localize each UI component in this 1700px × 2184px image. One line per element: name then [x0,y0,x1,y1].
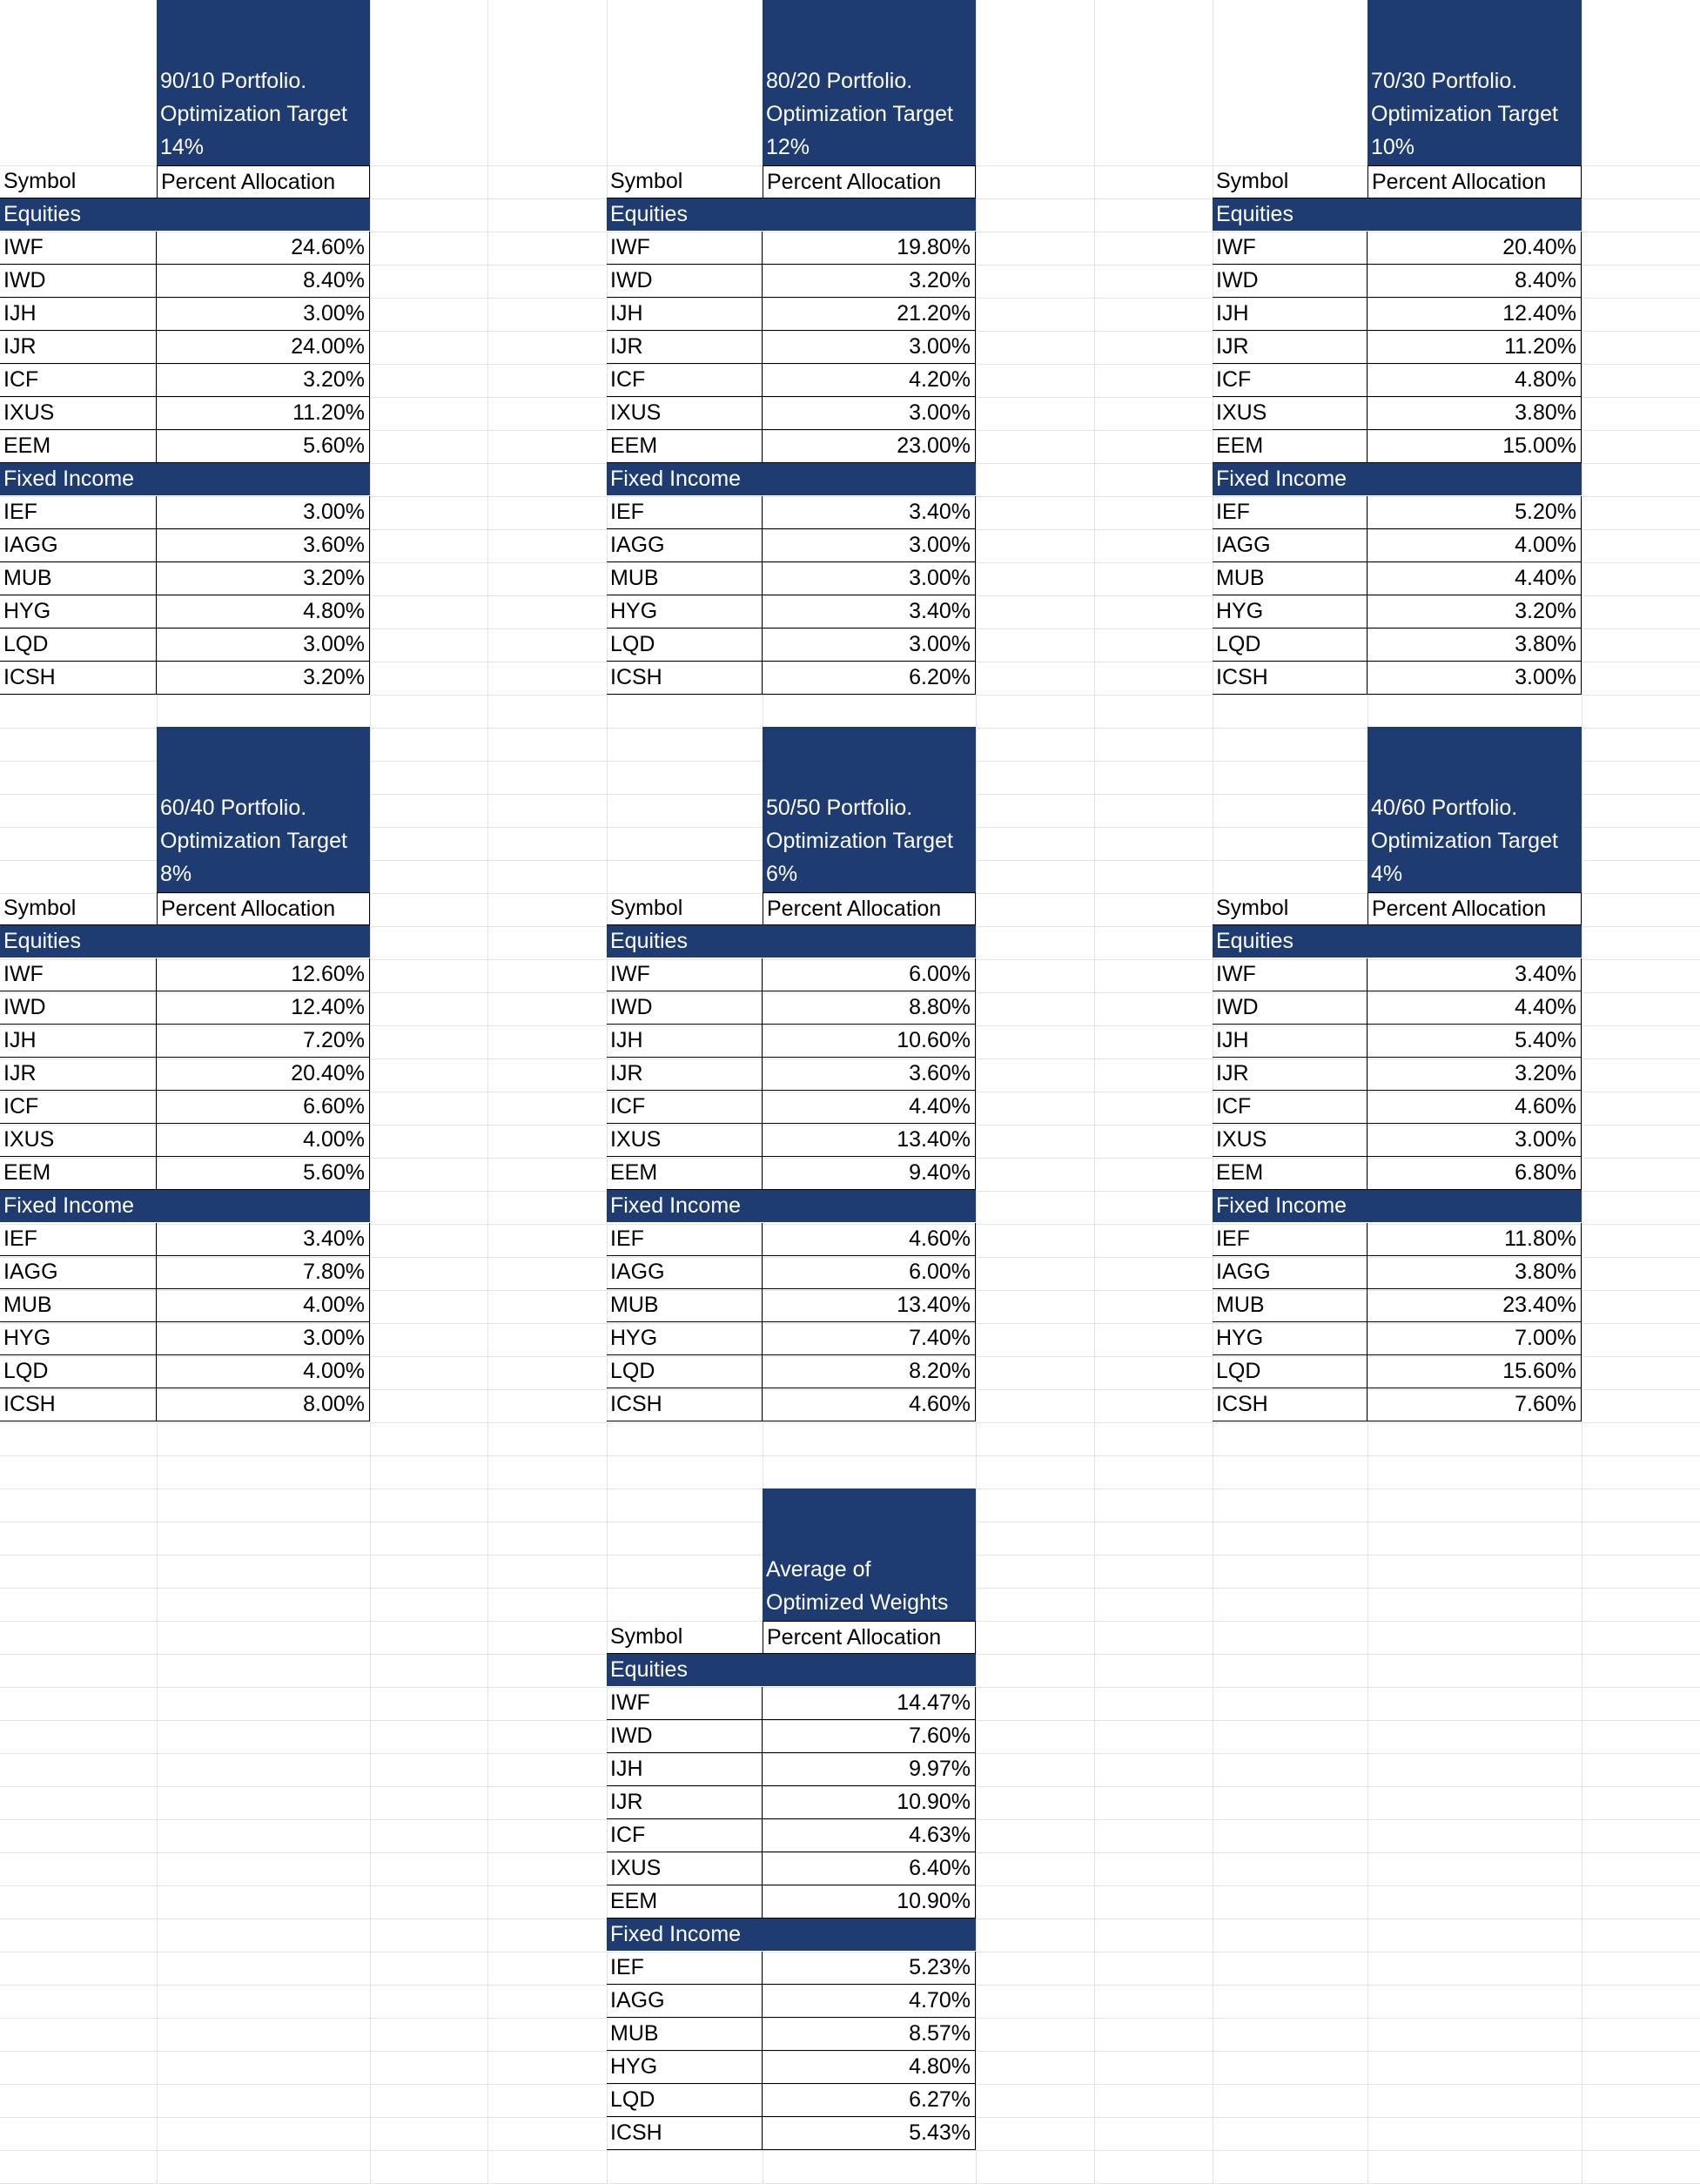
allocation-cell[interactable]: 5.43% [763,2117,976,2150]
column-header-symbol[interactable]: Symbol [1213,165,1367,198]
allocation-cell[interactable]: 3.20% [157,662,370,695]
section-header-equities[interactable]: Equities [607,198,763,232]
section-header-fixed-income[interactable]: Fixed Income [607,463,763,496]
ticker-cell[interactable]: ICF [1213,1091,1367,1124]
column-header-allocation[interactable]: Percent Allocation [763,1621,976,1654]
section-header-fill [763,198,976,232]
ticker-cell[interactable]: IJR [1213,331,1367,364]
section-header-equities[interactable]: Equities [0,198,157,232]
column-header-allocation[interactable]: Percent Allocation [157,165,370,198]
allocation-cell[interactable]: 6.60% [157,1091,370,1124]
section-header-fill [763,1190,976,1223]
column-header-allocation[interactable]: Percent Allocation [1367,165,1582,198]
allocation-cell[interactable]: 5.23% [763,1952,976,1985]
allocation-cell[interactable]: 8.57% [763,2018,976,2051]
ticker-cell[interactable]: IWF [607,232,763,265]
ticker-cell[interactable]: IXUS [1213,397,1367,430]
portfolio-title-line: 6% [766,862,798,886]
allocation-cell[interactable]: 3.20% [1367,1058,1582,1091]
portfolio-title-line: 60/40 Portfolio. [160,796,307,820]
ticker-cell[interactable]: IJR [0,1058,157,1091]
portfolio-title-line: Optimization Target [160,102,347,126]
portfolio-title-line: Optimization Target [766,102,953,126]
portfolio-title-line: 10% [1371,135,1415,159]
allocation-cell[interactable]: 3.20% [157,562,370,595]
allocation-cell[interactable]: 3.00% [763,562,976,595]
allocation-cell[interactable]: 4.00% [157,1355,370,1388]
allocation-cell[interactable]: 4.40% [763,1091,976,1124]
allocation-cell[interactable]: 4.60% [763,1388,976,1421]
section-header-fill [157,1190,370,1223]
column-header-allocation[interactable]: Percent Allocation [763,892,976,925]
gridline-horizontal [0,1455,1700,1456]
ticker-cell[interactable]: IJR [0,331,157,364]
portfolio-title-line: 90/10 Portfolio. [160,69,307,93]
section-header-equities[interactable]: Equities [0,925,157,958]
allocation-cell[interactable]: 4.63% [763,1819,976,1852]
allocation-cell[interactable]: 4.00% [1367,529,1582,562]
allocation-cell[interactable]: 19.80% [763,232,976,265]
allocation-cell[interactable]: 13.40% [763,1289,976,1322]
allocation-cell[interactable]: 24.00% [157,331,370,364]
ticker-cell[interactable]: EEM [607,1885,763,1919]
ticker-cell[interactable]: ICF [0,1091,157,1124]
allocation-cell[interactable]: 3.40% [1367,958,1582,991]
ticker-cell[interactable]: IJR [607,331,763,364]
allocation-cell[interactable]: 3.40% [763,595,976,628]
allocation-cell[interactable]: 6.80% [1367,1157,1582,1190]
ticker-cell[interactable]: IAGG [607,1256,763,1289]
allocation-cell[interactable]: 7.40% [763,1322,976,1355]
allocation-cell[interactable]: 6.00% [763,1256,976,1289]
ticker-cell[interactable]: EEM [0,1157,157,1190]
allocation-cell[interactable]: 6.00% [763,958,976,991]
ticker-cell[interactable]: IXUS [0,1124,157,1157]
allocation-cell[interactable]: 10.60% [763,1025,976,1058]
section-header-fill [1367,925,1582,958]
ticker-cell[interactable]: IAGG [1213,1256,1367,1289]
ticker-cell[interactable]: IJH [607,298,763,331]
ticker-cell[interactable]: IWD [0,991,157,1025]
allocation-cell[interactable]: 3.00% [1367,1124,1582,1157]
ticker-cell[interactable]: MUB [0,562,157,595]
ticker-cell[interactable]: ICSH [607,2117,763,2150]
ticker-cell[interactable]: IEF [0,496,157,529]
ticker-cell[interactable]: IEF [607,496,763,529]
gridline-horizontal [0,695,1700,696]
allocation-cell[interactable]: 21.20% [763,298,976,331]
allocation-cell[interactable]: 10.90% [763,1885,976,1919]
allocation-cell[interactable]: 3.20% [1367,595,1582,628]
column-header-symbol[interactable]: Symbol [1213,892,1367,925]
allocation-cell[interactable]: 6.27% [763,2084,976,2117]
allocation-cell[interactable]: 3.40% [157,1223,370,1256]
ticker-cell[interactable]: ICF [607,364,763,397]
allocation-cell[interactable]: 20.40% [157,1058,370,1091]
section-header-fill [157,198,370,232]
ticker-cell[interactable]: HYG [1213,1322,1367,1355]
portfolio-title-line: Optimization Target [1371,102,1558,126]
allocation-cell[interactable]: 5.20% [1367,496,1582,529]
allocation-cell[interactable]: 23.40% [1367,1289,1582,1322]
section-header-fixed-income[interactable]: Fixed Income [1213,463,1367,496]
section-header-fill [763,925,976,958]
ticker-cell[interactable]: IEF [607,1223,763,1256]
ticker-cell[interactable]: IAGG [0,529,157,562]
allocation-cell[interactable]: 12.60% [157,958,370,991]
ticker-cell[interactable]: IAGG [607,1985,763,2018]
ticker-cell[interactable]: IWD [607,1720,763,1753]
ticker-cell[interactable]: MUB [1213,1289,1367,1322]
ticker-cell[interactable]: IEF [1213,1223,1367,1256]
ticker-cell[interactable]: IJR [1213,1058,1367,1091]
portfolio-title-line: 70/30 Portfolio. [1371,69,1518,93]
ticker-cell[interactable]: MUB [607,562,763,595]
column-header-symbol[interactable]: Symbol [607,1621,763,1654]
ticker-cell[interactable]: IWD [1213,265,1367,298]
section-header-equities[interactable]: Equities [607,925,763,958]
allocation-cell[interactable]: 3.00% [1367,662,1582,695]
ticker-cell[interactable]: MUB [607,2018,763,2051]
gridline-horizontal [0,2150,1700,2151]
ticker-cell[interactable]: HYG [607,595,763,628]
allocation-cell[interactable]: 24.60% [157,232,370,265]
allocation-cell[interactable]: 10.90% [763,1786,976,1819]
portfolio-title-line: Optimization Target [766,829,953,853]
portfolio-title-line: 8% [160,862,192,886]
portfolio-title-line: 14% [160,135,205,159]
ticker-cell[interactable]: LQD [0,628,157,662]
ticker-cell[interactable]: IWF [1213,958,1367,991]
section-header-fill [763,1919,976,1952]
gridline-horizontal [0,1422,1700,1423]
column-header-symbol[interactable]: Symbol [607,892,763,925]
section-header-fill [763,463,976,496]
ticker-cell[interactable]: IJH [1213,1025,1367,1058]
allocation-cell[interactable]: 3.00% [763,331,976,364]
portfolio-title-line: 4% [1371,862,1403,886]
ticker-cell[interactable]: IAGG [0,1256,157,1289]
ticker-cell[interactable]: IWF [607,958,763,991]
ticker-cell[interactable]: ICSH [607,662,763,695]
allocation-cell[interactable]: 7.60% [1367,1388,1582,1421]
allocation-cell[interactable]: 11.80% [1367,1223,1582,1256]
allocation-cell[interactable]: 4.70% [763,1985,976,2018]
allocation-cell[interactable]: 9.97% [763,1753,976,1786]
allocation-cell[interactable]: 4.40% [1367,562,1582,595]
allocation-cell[interactable]: 3.80% [1367,397,1582,430]
ticker-cell[interactable]: ICF [607,1091,763,1124]
ticker-cell[interactable]: EEM [1213,1157,1367,1190]
ticker-cell[interactable]: HYG [607,1322,763,1355]
ticker-cell[interactable]: EEM [607,430,763,463]
ticker-cell[interactable]: ICSH [1213,1388,1367,1421]
allocation-cell[interactable]: 8.80% [763,991,976,1025]
allocation-cell[interactable]: 4.20% [763,364,976,397]
ticker-cell[interactable]: IEF [1213,496,1367,529]
allocation-cell[interactable]: 3.20% [763,265,976,298]
allocation-cell[interactable]: 7.60% [763,1720,976,1753]
ticker-cell[interactable]: LQD [1213,628,1367,662]
allocation-cell[interactable]: 6.40% [763,1852,976,1885]
portfolio-title-line: Optimization Target [1371,829,1558,853]
portfolio-title-header [763,727,976,892]
allocation-cell[interactable]: 4.80% [763,2051,976,2084]
allocation-cell[interactable]: 5.40% [1367,1025,1582,1058]
section-header-fixed-income[interactable]: Fixed Income [0,1190,157,1223]
section-header-fill [157,463,370,496]
ticker-cell[interactable]: HYG [0,1322,157,1355]
allocation-cell[interactable]: 5.60% [157,1157,370,1190]
ticker-cell[interactable]: IWD [607,265,763,298]
column-header-allocation[interactable]: Percent Allocation [1367,892,1582,925]
portfolio-title-line: 12% [766,135,810,159]
portfolio-title-line: 50/50 Portfolio. [766,796,913,820]
allocation-cell[interactable]: 3.00% [157,496,370,529]
allocation-cell[interactable]: 9.40% [763,1157,976,1190]
ticker-cell[interactable]: IXUS [1213,1124,1367,1157]
ticker-cell[interactable]: IXUS [607,397,763,430]
allocation-cell[interactable]: 7.80% [157,1256,370,1289]
allocation-cell[interactable]: 12.40% [157,991,370,1025]
column-header-symbol[interactable]: Symbol [0,165,157,198]
allocation-cell[interactable]: 4.40% [1367,991,1582,1025]
ticker-cell[interactable]: IEF [607,1952,763,1985]
allocation-cell[interactable]: 4.00% [157,1289,370,1322]
allocation-cell[interactable]: 4.80% [157,595,370,628]
allocation-cell[interactable]: 14.47% [763,1687,976,1720]
ticker-cell[interactable]: LQD [1213,1355,1367,1388]
ticker-cell[interactable]: IJH [0,298,157,331]
ticker-cell[interactable]: IJH [1213,298,1367,331]
ticker-cell[interactable]: IWD [0,265,157,298]
ticker-cell[interactable]: IJH [607,1025,763,1058]
section-header-fill [1367,463,1582,496]
section-header-fill [1367,1190,1582,1223]
allocation-cell[interactable]: 13.40% [763,1124,976,1157]
ticker-cell[interactable]: IAGG [1213,529,1367,562]
ticker-cell[interactable]: ICF [1213,364,1367,397]
portfolio-title-line: Average of [766,1557,871,1582]
section-header-fill [763,1654,976,1687]
column-header-allocation[interactable]: Percent Allocation [157,892,370,925]
ticker-cell[interactable]: ICSH [0,1388,157,1421]
section-header-fill [157,925,370,958]
allocation-cell[interactable]: 3.00% [763,628,976,662]
section-header-fixed-income[interactable]: Fixed Income [607,1919,763,1952]
ticker-cell[interactable]: IEF [0,1223,157,1256]
ticker-cell[interactable]: ICSH [1213,662,1367,695]
allocation-cell[interactable]: 3.00% [157,298,370,331]
allocation-cell[interactable]: 15.00% [1367,430,1582,463]
ticker-cell[interactable]: IWF [0,232,157,265]
column-header-symbol[interactable]: Symbol [607,165,763,198]
allocation-cell[interactable]: 3.00% [763,529,976,562]
allocation-cell[interactable]: 7.00% [1367,1322,1582,1355]
ticker-cell[interactable]: LQD [0,1355,157,1388]
portfolio-title-line: Optimized Weights [766,1590,949,1615]
allocation-cell[interactable]: 8.20% [763,1355,976,1388]
ticker-cell[interactable]: LQD [607,628,763,662]
section-header-equities[interactable]: Equities [607,1654,763,1687]
ticker-cell[interactable]: ICSH [607,1388,763,1421]
column-header-symbol[interactable]: Symbol [0,892,157,925]
allocation-cell[interactable]: 5.60% [157,430,370,463]
ticker-cell[interactable]: IJR [607,1058,763,1091]
ticker-cell[interactable]: ICF [0,364,157,397]
allocation-cell[interactable]: 3.80% [1367,1256,1582,1289]
allocation-cell[interactable]: 11.20% [1367,331,1582,364]
ticker-cell[interactable]: ICSH [0,662,157,695]
ticker-cell[interactable]: IJH [607,1753,763,1786]
ticker-cell[interactable]: IWF [1213,232,1367,265]
portfolio-title-header [1367,0,1582,165]
allocation-cell[interactable]: 4.60% [1367,1091,1582,1124]
allocation-cell[interactable]: 15.60% [1367,1355,1582,1388]
ticker-cell[interactable]: LQD [607,1355,763,1388]
ticker-cell[interactable]: MUB [0,1289,157,1322]
ticker-cell[interactable]: IWF [607,1687,763,1720]
ticker-cell[interactable]: MUB [1213,562,1367,595]
portfolio-title-header [763,1488,976,1621]
ticker-cell[interactable]: IWD [607,991,763,1025]
ticker-cell[interactable]: IXUS [0,397,157,430]
portfolio-title-header [157,0,370,165]
ticker-cell[interactable]: EEM [0,430,157,463]
allocation-cell[interactable]: 20.40% [1367,232,1582,265]
section-header-fixed-income[interactable]: Fixed Income [607,1190,763,1223]
allocation-cell[interactable]: 23.00% [763,430,976,463]
ticker-cell[interactable]: IAGG [607,529,763,562]
ticker-cell[interactable]: IJH [0,1025,157,1058]
section-header-equities[interactable]: Equities [1213,198,1367,232]
allocation-cell[interactable]: 12.40% [1367,298,1582,331]
portfolio-title-header [763,0,976,165]
ticker-cell[interactable]: HYG [0,595,157,628]
allocation-cell[interactable]: 4.80% [1367,364,1582,397]
allocation-cell[interactable]: 11.20% [157,397,370,430]
allocation-cell[interactable]: 3.00% [157,1322,370,1355]
portfolio-title-line: 40/60 Portfolio. [1371,796,1518,820]
section-header-fixed-income[interactable]: Fixed Income [0,463,157,496]
allocation-cell[interactable]: 3.60% [763,1058,976,1091]
section-header-fill [1367,198,1582,232]
allocation-cell[interactable]: 3.00% [157,628,370,662]
allocation-cell[interactable]: 7.20% [157,1025,370,1058]
allocation-cell[interactable]: 3.60% [157,529,370,562]
allocation-cell[interactable]: 8.00% [157,1388,370,1421]
ticker-cell[interactable]: IWF [0,958,157,991]
allocation-cell[interactable]: 8.40% [1367,265,1582,298]
section-header-equities[interactable]: Equities [1213,925,1367,958]
ticker-cell[interactable]: EEM [607,1157,763,1190]
ticker-cell[interactable]: MUB [607,1289,763,1322]
ticker-cell[interactable]: LQD [607,2084,763,2117]
allocation-cell[interactable]: 3.40% [763,496,976,529]
allocation-cell[interactable]: 3.00% [763,397,976,430]
portfolio-title-header [1367,727,1582,892]
portfolio-title-line: Optimization Target [160,829,347,853]
portfolio-title-header [157,727,370,892]
ticker-cell[interactable]: HYG [1213,595,1367,628]
ticker-cell[interactable]: IXUS [607,1852,763,1885]
allocation-cell[interactable]: 4.60% [763,1223,976,1256]
ticker-cell[interactable]: IXUS [607,1124,763,1157]
ticker-cell[interactable]: EEM [1213,430,1367,463]
ticker-cell[interactable]: IWD [1213,991,1367,1025]
ticker-cell[interactable]: HYG [607,2051,763,2084]
column-header-allocation[interactable]: Percent Allocation [763,165,976,198]
section-header-fixed-income[interactable]: Fixed Income [1213,1190,1367,1223]
ticker-cell[interactable]: ICF [607,1819,763,1852]
allocation-cell[interactable]: 3.20% [157,364,370,397]
portfolio-title-line: 80/20 Portfolio. [766,69,913,93]
ticker-cell[interactable]: IJR [607,1786,763,1819]
allocation-cell[interactable]: 8.40% [157,265,370,298]
allocation-cell[interactable]: 4.00% [157,1124,370,1157]
allocation-cell[interactable]: 3.80% [1367,628,1582,662]
allocation-cell[interactable]: 6.20% [763,662,976,695]
